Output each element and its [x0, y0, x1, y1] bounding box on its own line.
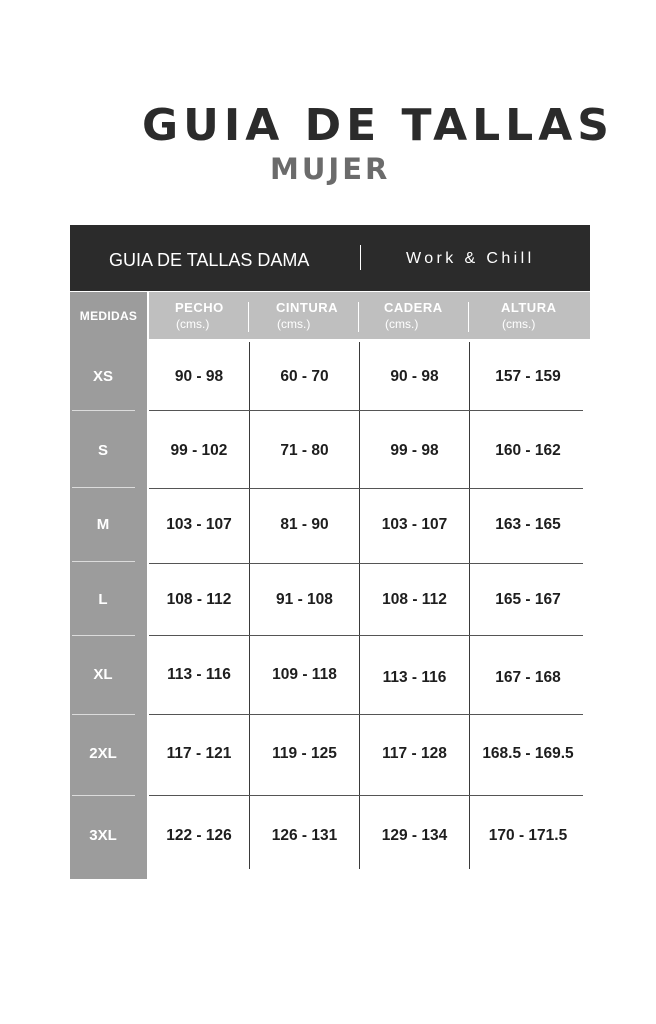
page-title: GUIA DE TALLAS — [142, 100, 614, 151]
column-name: ALTURA — [501, 300, 557, 315]
size-label-2xl: 2XL — [89, 745, 117, 762]
column-unit: (cms.) — [502, 317, 536, 331]
table-cell: 81 - 90 — [280, 516, 329, 533]
table-cell: 122 - 126 — [166, 827, 232, 844]
table-cell: 71 - 80 — [280, 442, 329, 459]
size-label-l: L — [98, 591, 108, 608]
size-label-xs: XS — [92, 368, 113, 385]
table-title-band — [70, 225, 590, 291]
page-subtitle: MUJER — [270, 152, 391, 186]
size-divider — [72, 561, 135, 562]
row-divider — [149, 563, 583, 564]
row-divider — [149, 410, 583, 411]
table-cell: 168.5 - 169.5 — [482, 745, 574, 762]
column-name: CINTURA — [276, 300, 338, 315]
table-cell: 91 - 108 — [276, 591, 333, 608]
table-cell: 103 - 107 — [381, 516, 448, 533]
size-label-s: S — [97, 442, 108, 459]
table-cell: 160 - 162 — [495, 442, 561, 459]
table-cell: 109 - 118 — [272, 666, 337, 683]
size-divider — [72, 714, 135, 715]
table-cell: 90 - 98 — [174, 368, 224, 385]
size-label-3xl: 3XL — [89, 827, 117, 844]
table-cell: 157 - 159 — [495, 368, 561, 385]
size-label-m: M — [96, 516, 110, 533]
band-divider — [360, 245, 361, 270]
table-cell: 117 - 121 — [166, 745, 232, 762]
header-separator — [248, 302, 249, 332]
table-cell: 113 - 116 — [382, 669, 447, 686]
table-cell: 60 - 70 — [280, 368, 329, 385]
column-unit: (cms.) — [385, 317, 419, 331]
table-cell: 99 - 102 — [170, 442, 228, 459]
header-separator — [468, 302, 469, 332]
table-cell: 119 - 125 — [272, 745, 337, 762]
corner-header — [70, 292, 147, 339]
size-divider — [72, 410, 135, 411]
column-name: CADERA — [384, 300, 443, 315]
row-divider — [149, 488, 583, 489]
column-unit: (cms.) — [176, 317, 210, 331]
table-cell: 126 - 131 — [271, 827, 338, 844]
brand-tagline: Work & Chill — [406, 250, 535, 267]
table-cell: 165 - 167 — [495, 591, 561, 608]
header-separator — [358, 302, 359, 332]
table-cell: 163 - 165 — [495, 516, 561, 533]
column-name: PECHO — [175, 300, 224, 315]
table-title: GUIA DE TALLAS DAMA — [109, 250, 310, 270]
table-cell: 108 - 112 — [166, 591, 232, 608]
size-divider — [72, 487, 135, 488]
table-cell: 117 - 128 — [382, 745, 447, 762]
row-divider — [149, 795, 583, 796]
size-divider — [72, 795, 135, 796]
row-divider — [149, 714, 583, 715]
table-cell: 108 - 112 — [382, 591, 447, 608]
table-cell: 170 - 171.5 — [488, 827, 568, 844]
table-cell: 129 - 134 — [381, 827, 448, 844]
table-cell: 103 - 107 — [166, 516, 232, 533]
corner-label: MEDIDAS — [79, 309, 138, 323]
table-cell: 90 - 98 — [390, 368, 439, 385]
column-header-row — [149, 292, 590, 339]
table-cell: 167 - 168 — [495, 669, 561, 686]
table-cell: 99 - 98 — [390, 442, 439, 459]
column-unit: (cms.) — [277, 317, 311, 331]
size-column — [70, 339, 147, 879]
size-divider — [72, 635, 135, 636]
row-divider — [149, 635, 583, 636]
table-cell: 113 - 116 — [167, 666, 231, 683]
size-label-xl: XL — [93, 666, 113, 683]
